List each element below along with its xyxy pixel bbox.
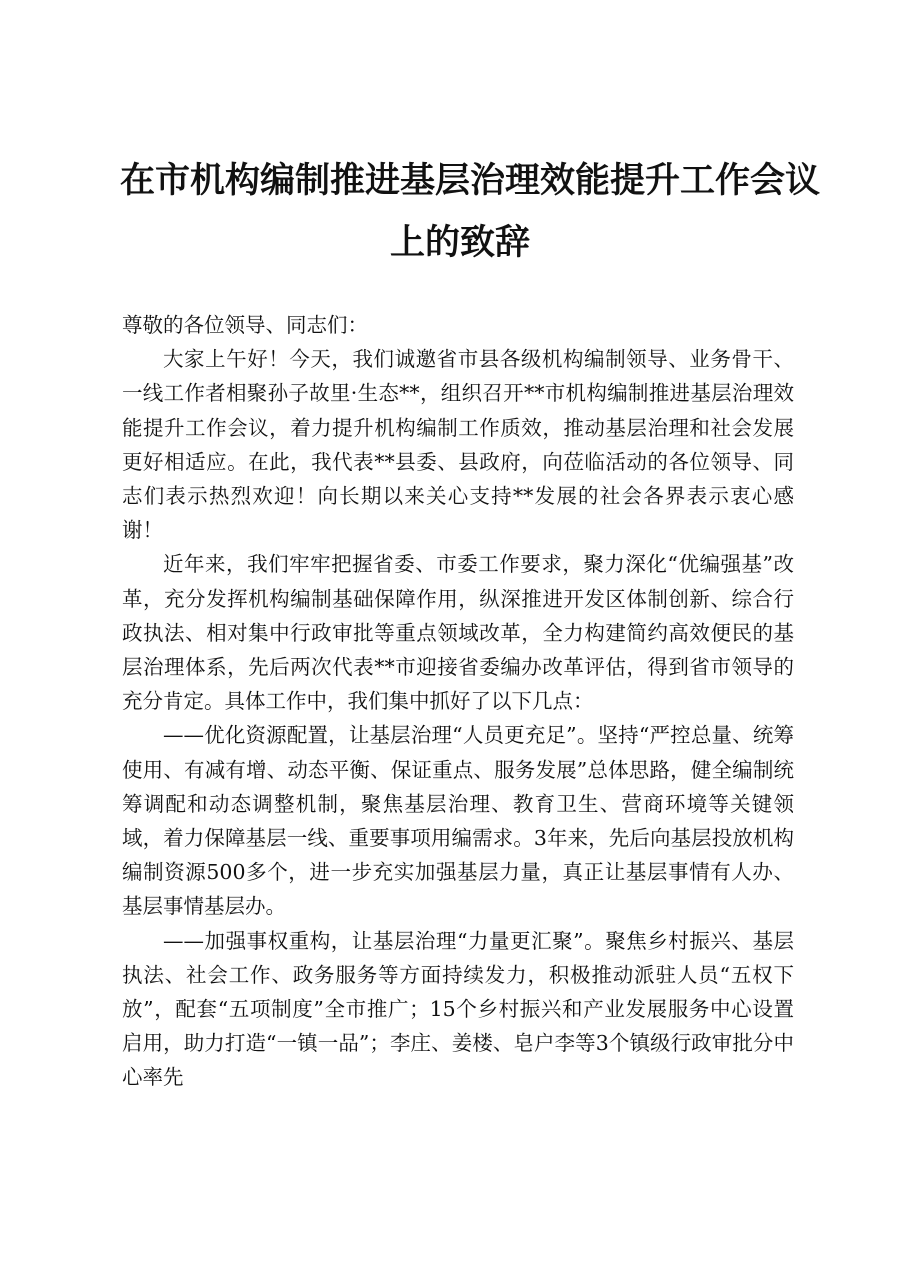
- paragraph-overview: 近年来，我们牢牢把握省委、市委工作要求，聚力深化“优编强基”改革，充分发挥机构编制基础保障作用，纵深推进开发区体制创新、综合行政执法、相对集中行政审批等重点领域改革，全力构建简约高效便民的基层治理体系，先后两次代表**市迎接省委编办改革评估，得到省市领导的充分肯定。具体工作中，我们集中抓好了以下几点：: [122, 552, 794, 714]
- paragraph-power-restructuring: ——加强事权重构，让基层治理“力量更汇聚”。聚焦乡村振兴、基层执法、社会工作、政务服务等方面持续发力，积极推动派驻人员“五权下放”，配套“五项制度”全市推广；15个乡村振兴和产业发展服务中心设置启用，助力打造“一镇一品”；李庄、姜楼、皂户李等3个镇级行政审批分中心率先: [122, 928, 794, 1090]
- paragraph-resource-allocation: ——优化资源配置，让基层治理“人员更充足”。坚持“严控总量、统筹使用、有减有增、动态平衡、保证重点、服务发展”总体思路，健全编制统筹调配和动态调整机制，聚焦基层治理、教育卫生、营商环境等关键领域，着力保障基层一线、重要事项用编需求。3年来，先后向基层投放机构编制资源500多个，进一步充实加强基层力量，真正让基层事情有人办、基层事情基层办。: [122, 723, 794, 919]
- salutation: 尊敬的各位领导、同志们：: [122, 313, 368, 337]
- document-title: [120, 150, 821, 274]
- title-line-1: 在市机构编制推进基层治理效能提升工作会议: [120, 160, 821, 201]
- title-line-2: 上的致辞: [389, 222, 530, 263]
- document-body: [122, 308, 794, 1095]
- paragraph-welcome: 大家上午好！今天，我们诚邀省市县各级机构编制领导、业务骨干、一线工作者相聚孙子故里·生态**，组织召开**市机构编制推进基层治理效能提升工作会议，着力提升机构编制工作质效，推动基层治理和社会发展更好相适应。在此，我代表**县委、县政府，向莅临活动的各位领导、同志们表示热烈欢迎！向长期以来关心支持**发展的社会各界表示衷心感谢！: [122, 347, 794, 543]
